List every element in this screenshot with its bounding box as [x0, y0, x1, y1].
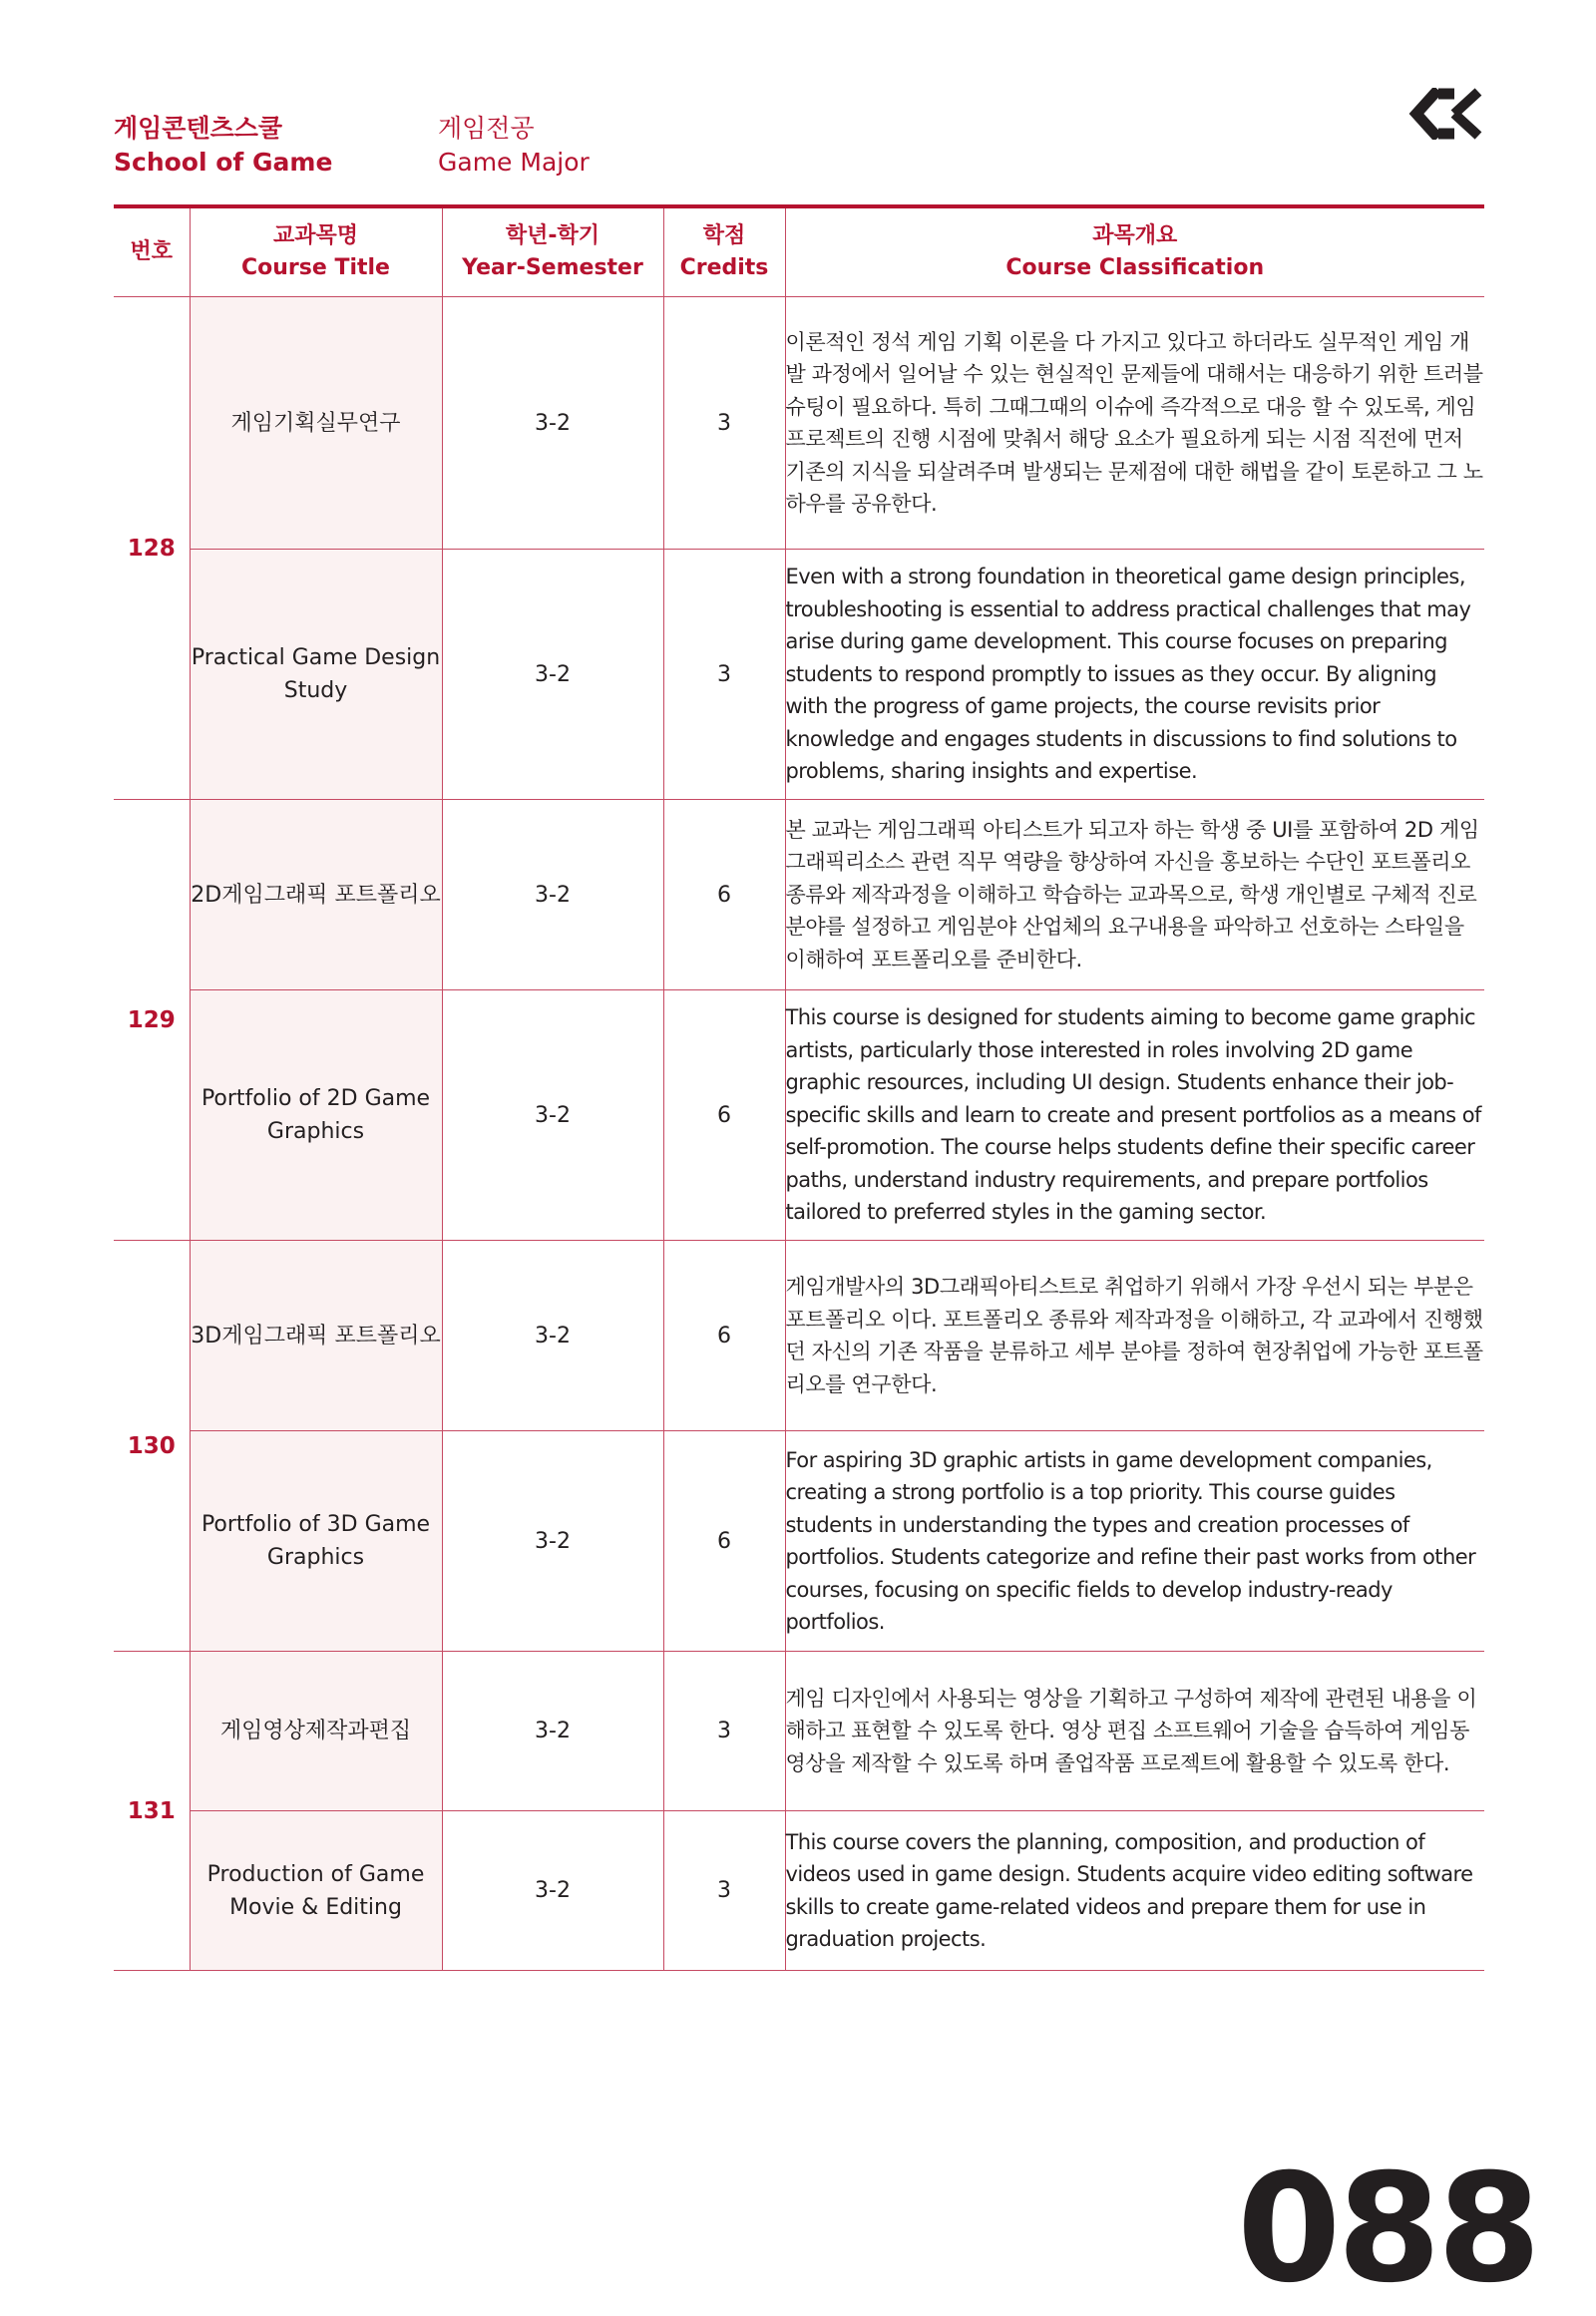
- credits: 6: [663, 800, 785, 990]
- table-row: [114, 1652, 1484, 1811]
- table-header-row: [114, 208, 1484, 297]
- header-number: 번호: [114, 208, 190, 297]
- year-semester: 3-2: [442, 550, 663, 800]
- header-description: 과목개요 Course Classification: [785, 208, 1484, 297]
- course-title-en: Practical Game Design Study: [190, 550, 442, 800]
- credits: 6: [663, 990, 785, 1241]
- course-title-en: Portfolio of 2D Game Graphics: [190, 990, 442, 1241]
- course-description-en: For aspiring 3D graphic artists in game development companies, creating a strong portfolio is a top priority. This course guides students in understanding the types and creation processes of portfolios. Students categorize and refine their past works from other courses, focusing on specific fields to develop industry-ready portfolios.: [785, 1431, 1484, 1652]
- ck-logo-icon: [1404, 88, 1486, 140]
- credits: 3: [663, 297, 785, 550]
- course-title-ko: 3D게임그래픽 포트폴리오: [190, 1241, 442, 1431]
- course-title-ko: 게임기획실무연구: [190, 297, 442, 550]
- course-title-en: Production of Game Movie & Editing: [190, 1811, 442, 1971]
- table-row: [114, 550, 1484, 800]
- course-description-ko: 게임개발사의 3D그래픽아티스트로 취업하기 위해서 가장 우선시 되는 부분은 포트폴리오 이다. 포트폴리오 종류와 제작과정을 이해하고, 각 교과에서 진행했던 자신의 기존 작품을 분류하고 세부 분야를 정하여 현장취업에 가능한 포트폴리오를 연구한다.: [785, 1241, 1484, 1431]
- credits: 3: [663, 1811, 785, 1971]
- table-row: [114, 800, 1484, 990]
- course-title-ko: 게임영상제작과편집: [190, 1652, 442, 1811]
- year-semester: 3-2: [442, 297, 663, 550]
- school-heading: [114, 112, 332, 180]
- table-row: [114, 990, 1484, 1241]
- year-semester: 3-2: [442, 1241, 663, 1431]
- year-semester: 3-2: [442, 990, 663, 1241]
- page-number: 088: [1237, 2142, 1538, 2316]
- credits: 3: [663, 1652, 785, 1811]
- major-name-ko: 게임전공: [438, 114, 535, 143]
- course-number: 131: [114, 1652, 190, 1971]
- course-description-en: Even with a strong foundation in theoretical game design principles, troubleshooting is essential to address practical challenges that may arise during game development. This course focuses on preparing students to respond promptly to issues as they occur. By aligning with the progress of game projects, the course revisits prior knowledge and engages students in discussions to find solutions to problems, sharing insights and expertise.: [785, 550, 1484, 800]
- header-course-title: 교과목명 Course Title: [190, 208, 442, 297]
- course-description-ko: 이론적인 정석 게임 기획 이론을 다 가지고 있다고 하더라도 실무적인 게임 개발 과정에서 일어날 수 있는 현실적인 문제들에 대해서는 대응하기 위한 트러블 슈팅이 필요하다. 특히 그때그때의 이슈에 즉각적으로 대응 할 수 있도록, 게임 프로젝트의 진행 시점에 맞춰서 해당 요소가 필요하게 되는 시점 직전에 먼저 기존의 지식을 되살려주며 발생되는 문제점에 대한 해법을 같이 토론하고 그 노하우를 공유한다.: [785, 297, 1484, 550]
- course-title-ko: 2D게임그래픽 포트폴리오: [190, 800, 442, 990]
- school-name-ko: 게임콘텐츠스쿨: [114, 114, 283, 143]
- major-name-en: Game Major: [438, 148, 590, 177]
- course-number: 129: [114, 800, 190, 1241]
- year-semester: 3-2: [442, 1652, 663, 1811]
- credits: 6: [663, 1241, 785, 1431]
- course-title-en: Portfolio of 3D Game Graphics: [190, 1431, 442, 1652]
- table-row: [114, 1241, 1484, 1431]
- year-semester: 3-2: [442, 1811, 663, 1971]
- year-semester: 3-2: [442, 800, 663, 990]
- course-description-en: This course is designed for students aiming to become game graphic artists, particularly those interested in roles involving 2D game graphic resources, including UI design. Students enhance their job-specific skills and learn to create and present portfolios as a means of self-promotion. The course helps students define their specific career paths, understand industry requirements, and prepare portfolios tailored to preferred styles in the gaming sector.: [785, 990, 1484, 1241]
- header-year-semester: 학년-학기 Year-Semester: [442, 208, 663, 297]
- year-semester: 3-2: [442, 1431, 663, 1652]
- table-row: [114, 1431, 1484, 1652]
- credits: 3: [663, 550, 785, 800]
- course-description-en: This course covers the planning, composition, and production of videos used in game design. Students acquire video editing software skills to create game-related videos and prepare them for use in graduation projects.: [785, 1811, 1484, 1971]
- major-heading: [438, 112, 590, 180]
- credits: 6: [663, 1431, 785, 1652]
- course-number: 130: [114, 1241, 190, 1652]
- course-description-ko: 본 교과는 게임그래픽 아티스트가 되고자 하는 학생 중 UI를 포함하여 2D 게임그래픽리소스 관련 직무 역량을 향상하여 자신을 홍보하는 수단인 포트폴리오 종류와 제작과정을 이해하고 학습하는 교과목으로, 학생 개인별로 구체적 진로분야를 설정하고 게임분야 산업체의 요구내용을 파악하고 선호하는 스타일을 이해하여 포트폴리오를 준비한다.: [785, 800, 1484, 990]
- school-name-en: School of Game: [114, 148, 333, 177]
- course-table: [114, 208, 1484, 1971]
- course-description-ko: 게임 디자인에서 사용되는 영상을 기획하고 구성하여 제작에 관련된 내용을 이해하고 표현할 수 있도록 한다. 영상 편집 소프트웨어 기술을 습득하여 게임동영상을 제작할 수 있도록 하며 졸업작품 프로젝트에 활용할 수 있도록 한다.: [785, 1652, 1484, 1811]
- table-row: [114, 1811, 1484, 1971]
- course-number: 128: [114, 297, 190, 800]
- header-credits: 학점 Credits: [663, 208, 785, 297]
- table-row: [114, 297, 1484, 550]
